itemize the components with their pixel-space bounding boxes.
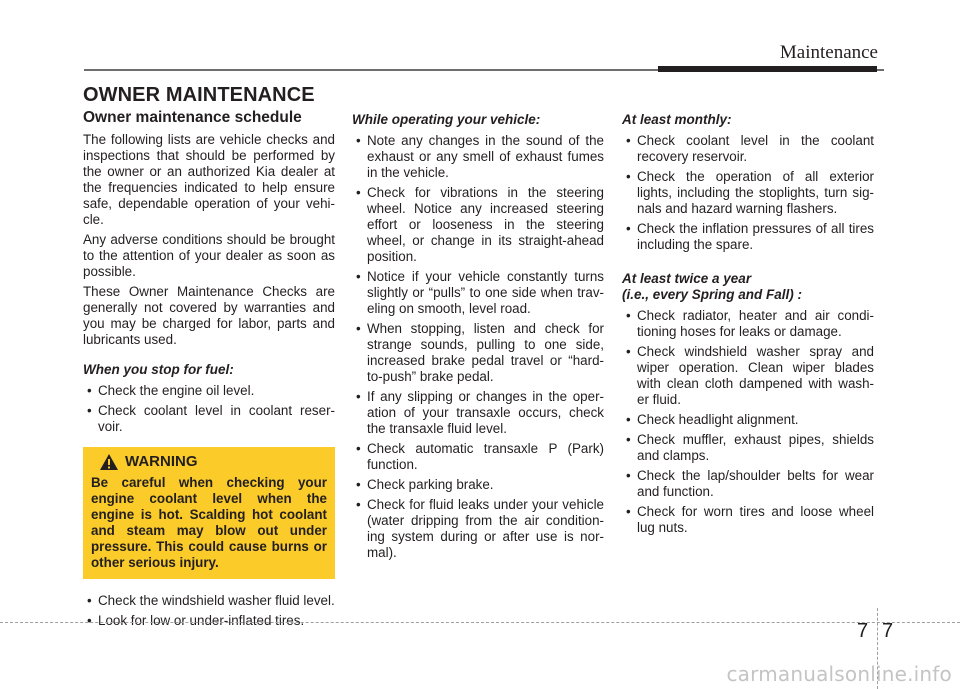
list-item: • Check the lap/shoulder belts for wear and function.: [622, 468, 874, 500]
warning-box: [83, 447, 335, 579]
list-item: • Check coolant level in the coolant recovery reservoir.: [622, 133, 874, 165]
adverse-paragraph: Any adverse conditions should be brought to the attention of your dealer as soon as possible.: [83, 232, 335, 279]
list-item: • Check for fluid leaks under your vehicle (water dripping from the air condition-ing system during or after use is nor-mal).: [352, 497, 604, 561]
list-item: • When stopping, listen and check for strange sounds, pulling to one side, increased brake pedal travel or “hard-to-push” brake pedal.: [352, 321, 604, 385]
list-item: • Check for worn tires and loose wheel lug nuts.: [622, 504, 874, 536]
operating-heading: While operating your vehicle:: [352, 112, 541, 127]
schedule-heading: Owner maintenance schedule: [83, 109, 302, 126]
list-item: • Check for vibrations in the steering wheel. Notice any increased steering effort or looseness in the steering wheel, or change in its straight-ahead position.: [352, 185, 604, 265]
footer-rule: [0, 622, 960, 623]
header-rule-accent: [658, 66, 877, 72]
chapter-title: Maintenance: [779, 42, 878, 63]
list-item: • Check the operation of all exterior lights, including the stoplights, turn sig-nals and hazard warning flashers.: [622, 169, 874, 217]
twice-yearly-list: [622, 308, 874, 536]
list-item: • Notice if your vehicle constantly turns slightly or “pulls” to one side when trav-eling on smooth, level road.: [352, 269, 604, 317]
list-item: • Check headlight alignment.: [622, 412, 874, 428]
page-number: 7: [882, 620, 894, 642]
list-item: • Check radiator, heater and air condi-tioning hoses for leaks or damage.: [622, 308, 874, 340]
column-1: [83, 110, 335, 633]
list-item: • If any slipping or changes in the oper-ation of your transaxle occurs, check the transaxle fluid level.: [352, 389, 604, 437]
list-item: • Check coolant level in coolant reser-voir.: [83, 403, 335, 435]
monthly-heading: At least monthly:: [622, 112, 732, 127]
warning-title: WARNING: [125, 453, 198, 470]
list-item: • Note any changes in the sound of the exhaust or any smell of exhaust fumes in the vehicle.: [352, 133, 604, 181]
column-2: [352, 112, 604, 565]
column-3: [622, 112, 874, 540]
coverage-paragraph: These Owner Maintenance Checks are generally not covered by warranties and you may be charged for labor, parts and lubricants used.: [83, 284, 335, 347]
list-item: • Check automatic transaxle P (Park) function.: [352, 441, 604, 473]
list-item: • Check muffler, exhaust pipes, shields and clamps.: [622, 432, 874, 464]
warning-header: [91, 453, 327, 471]
section-title: OWNER MAINTENANCE: [83, 84, 315, 106]
after-warning-list: [83, 593, 335, 629]
list-item: • Check windshield washer spray and wiper operation. Clean wiper blades with clean cloth dampened with wash-er fluid.: [622, 344, 874, 408]
twice-yearly-heading-line-2: (i.e., every Spring and Fall) :: [622, 287, 803, 302]
intro-paragraph: The following lists are vehicle checks and inspections that should be performed by the owner or an authorized Kia dealer at the frequencies indicated to help ensure safe, dependable operation of your vehi-cle.: [83, 132, 335, 227]
list-item: • Check the inflation pressures of all tires including the spare.: [622, 221, 874, 253]
twice-yearly-heading: [622, 271, 874, 303]
monthly-list: [622, 133, 874, 253]
list-item: • Look for low or under-inflated tires.: [83, 613, 335, 629]
operating-list: [352, 133, 604, 561]
list-item: • Check the engine oil level.: [83, 383, 335, 399]
warning-text: Be careful when checking your engine coolant level when the engine is hot. Scalding hot coolant and steam may blow out under pressure. This could cause burns or other serious injury.: [91, 475, 327, 570]
fuel-heading: When you stop for fuel:: [83, 362, 234, 377]
list-item: • Check parking brake.: [352, 477, 604, 493]
watermark: carmanualsonline.info: [726, 662, 952, 686]
list-item: • Check the windshield washer fluid level.: [83, 593, 335, 609]
fuel-list: [83, 383, 335, 435]
twice-yearly-heading-line-1: At least twice a year: [622, 271, 752, 286]
warning-triangle-icon: [99, 453, 119, 471]
section-number: 7: [857, 620, 869, 642]
